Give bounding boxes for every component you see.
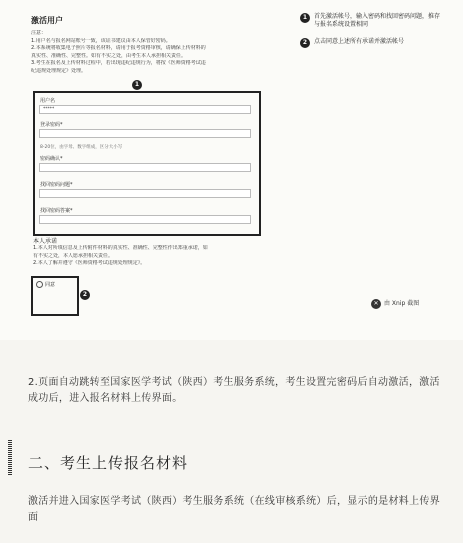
side-note-text: 点击同意上述所有承诺并激活帐号: [314, 38, 405, 45]
callout-number-1: 1: [132, 80, 142, 90]
agree-box: [31, 276, 79, 316]
notice-line: 真实性、准确性、完整性。如有不实之处，由考生本人承担相关责任。: [31, 52, 187, 59]
security-answer-input[interactable]: [39, 215, 251, 224]
side-note-text: 首先激活帐号，输入密码和找回密码问题，推存与报名系统设置相同: [314, 13, 441, 28]
agree-radio-option[interactable]: [36, 281, 55, 288]
confirm-password-label: 密码确认*: [40, 156, 63, 162]
pledge-line: 有不实之处，本人愿承担相关责任。: [33, 252, 114, 259]
margin-barcode-icon: [8, 440, 12, 476]
notice-line: 2.本系统将收集电子照片等报名材料，请用于报考资格审核，请确保上传材料的: [31, 45, 206, 51]
side-note-number-icon: 2: [300, 38, 310, 48]
password-label: 登录密码*: [40, 122, 63, 128]
side-note-number-icon: 1: [300, 13, 310, 23]
security-answer-label: 找回密码答案*: [40, 208, 73, 214]
agree-label: 同意: [45, 282, 56, 288]
notice-line: 注意：: [31, 30, 47, 36]
notice-line: 3.考生在报名及上传材料过程中，若出现违纪违规行为，将按《医师资格考试违: [31, 60, 206, 66]
xnip-watermark: [371, 298, 419, 309]
xnip-logo-icon: ✕: [371, 299, 381, 309]
activate-user-title: 激活用户: [31, 16, 63, 25]
pledge-title: 本人承诺: [33, 238, 58, 245]
username-input[interactable]: *****: [39, 105, 251, 114]
callout-number-2: 2: [80, 290, 90, 300]
notice-line: 1.用户名与报名网站账号一致，该证书建议由本人保管好密码。: [31, 37, 171, 44]
paragraph-redirect: 2.页面自动跳转至国家医学考试（陕西）考生服务系统，考生设置完密码后自动激活，激活成功后，进入报名材料上传界面。: [28, 377, 440, 404]
side-note-2: [300, 38, 450, 48]
radio-button[interactable]: [36, 281, 43, 288]
paragraph-upload: 激活并进入国家医学考试（陕西）考生服务系统（在线审核系统）后，显示的是材料上传界面: [28, 496, 440, 523]
side-note-1: [300, 13, 450, 29]
password-input[interactable]: [39, 129, 251, 138]
activation-form: [33, 91, 261, 236]
notice-block: [31, 30, 266, 75]
pledge-line: 1.本人对所填信息及上传附件材料的真实性、准确性、完整性作出郑重承诺，如: [33, 245, 208, 251]
password-hint: 8-20位，由字母、数字组成，区分大小写: [40, 145, 123, 150]
username-label: 用户名: [40, 98, 56, 104]
security-question-label: 找回密码问题*: [40, 182, 73, 188]
section-heading: 二、考生上传报名材料: [28, 454, 189, 472]
xnip-label: 由 Xnip 截图: [384, 300, 420, 307]
pledge-line: 2.本人了解并遵守《医师资格考试违规处理规定》。: [33, 260, 146, 266]
pledge-block: [33, 245, 273, 268]
confirm-password-input[interactable]: [39, 163, 251, 172]
security-question-input[interactable]: [39, 189, 251, 198]
notice-line: 纪违规处理规定》处理。: [31, 67, 87, 74]
